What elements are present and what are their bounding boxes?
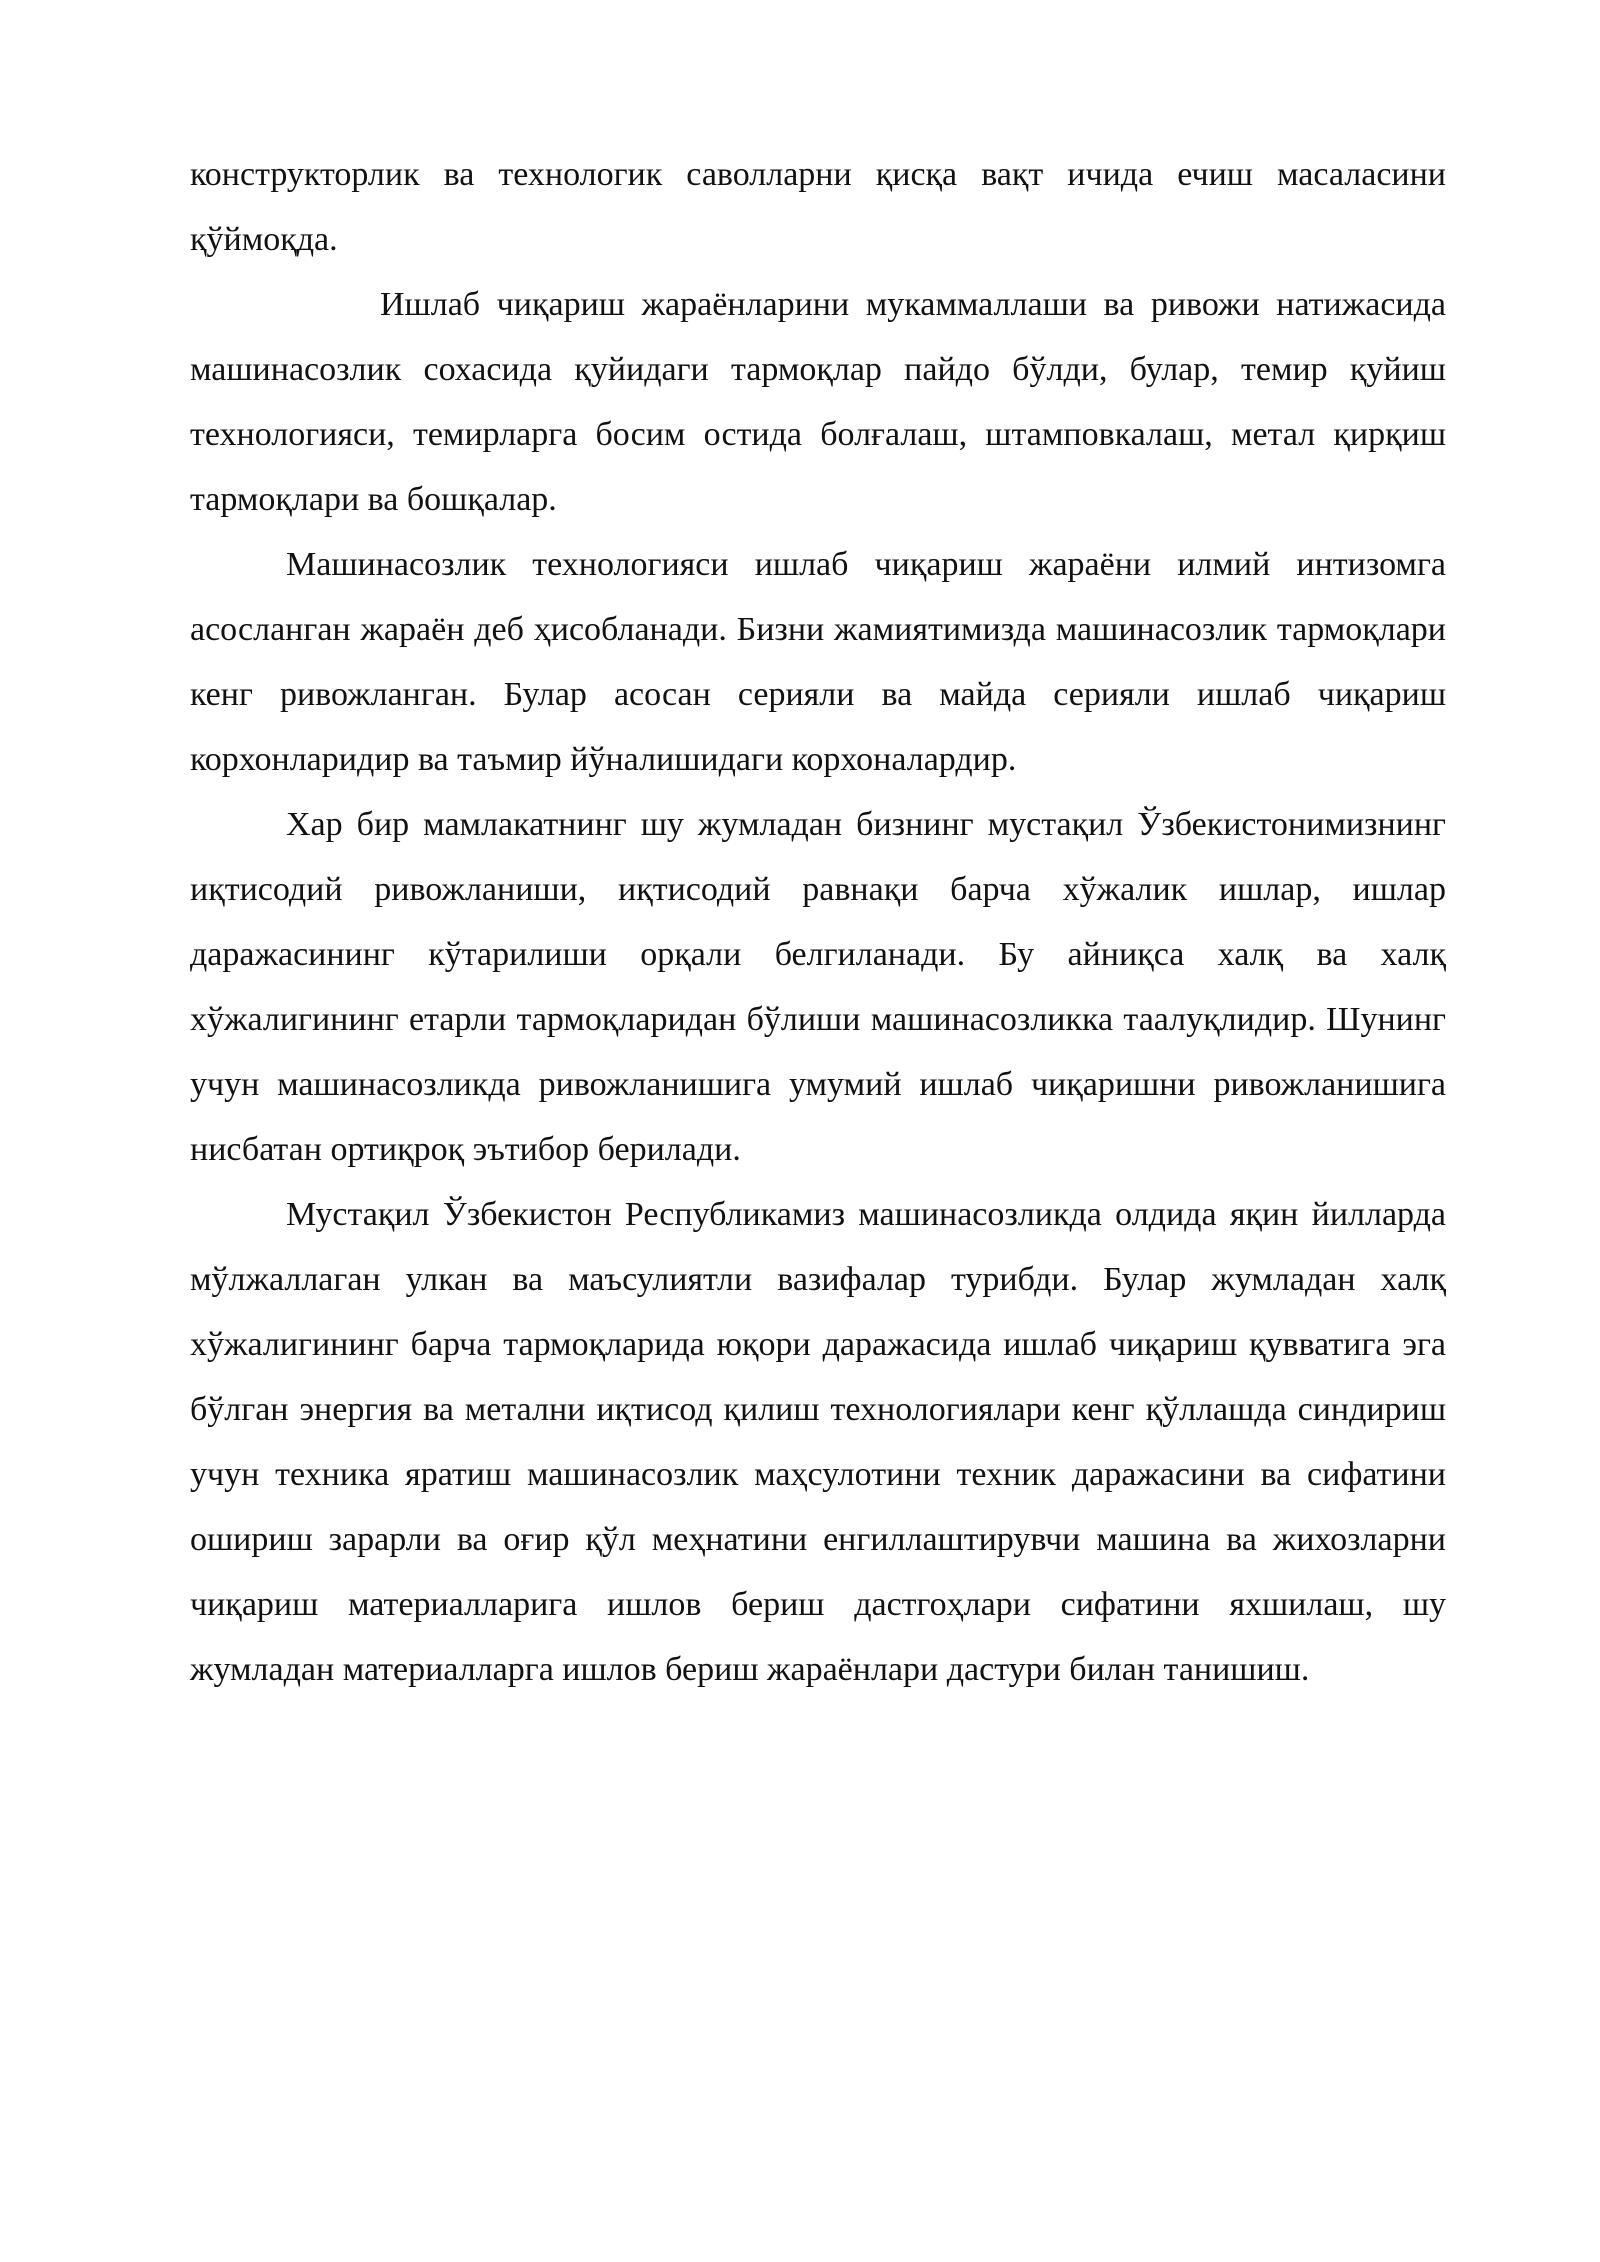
paragraph-machine-building-technology: Машинасозлик технологияси ишлаб чиқариш жараёни илмий интизомга асосланган жараён деб ҳисобланади. Бизни жамиятимизда машинасозлик тармоқлари кенг ривожланган. Булар асосан серияли ва майда серияли ишлаб чиқариш корхонларидир ва таъмир йўналишидаги корхоналардир. xyxy=(190,546,1446,778)
body-text xyxy=(190,142,1446,1702)
paragraph-production-processes: Ишлаб чиқариш жараёнларини мукаммаллаши ва ривожи натижасида машинасозлик сохасида қуйидаги тармоқлар пайдо бўлди, булар, темир қуйиш технологияси, темирларга босим остида болғалаш, штамповкалаш, метал қирқиш тармоқлари ва бошқалар. xyxy=(190,286,1446,518)
paragraph-continuation: конструкторлик ва технологик саволларни қисқа вақт ичида ечиш масаласини қўймоқда. xyxy=(190,156,1446,258)
paragraph-tasks-uzbekistan: Мустақил Ўзбекистон Республикамиз машинасозликда олдида яқин йилларда мўлжаллаган улкан ва маъсулиятли вазифалар турибди. Булар жумладан халқ хўжалигининг барча тармоқларида юқори даражасида ишлаб чиқариш қувватига эга бўлган энергия ва метални иқтисод қилиш технологиялари кенг қўллашда синдириш учун техника яратиш машинасозлик маҳсулотини техник даражасини ва сифатини ошириш зарарли ва оғир қўл меҳнатини енгиллаштирувчи машина ва жихозларни чиқариш материалларига ишлов бериш дастгоҳлари сифатини яхшилаш, шу жумладан материалларга ишлов бериш жараёнлари дастури билан танишиш. xyxy=(190,1196,1446,1688)
paragraph-economic-development: Хар бир мамлакатнинг шу жумладан бизнинг мустақил Ўзбекистонимизнинг иқтисодий ривожланиши, иқтисодий равнақи барча хўжалик ишлар, ишлар даражасининг кўтарилиши орқали белгиланади. Бу айниқса халқ ва халқ хўжалигининг етарли тармоқларидан бўлиши машинасозликка таалуқлидир. Шунинг учун машинасозликда ривожланишига умумий ишлаб чиқаришни ривожланишига нисбатан ортиқроқ эътибор берилади. xyxy=(190,806,1446,1168)
